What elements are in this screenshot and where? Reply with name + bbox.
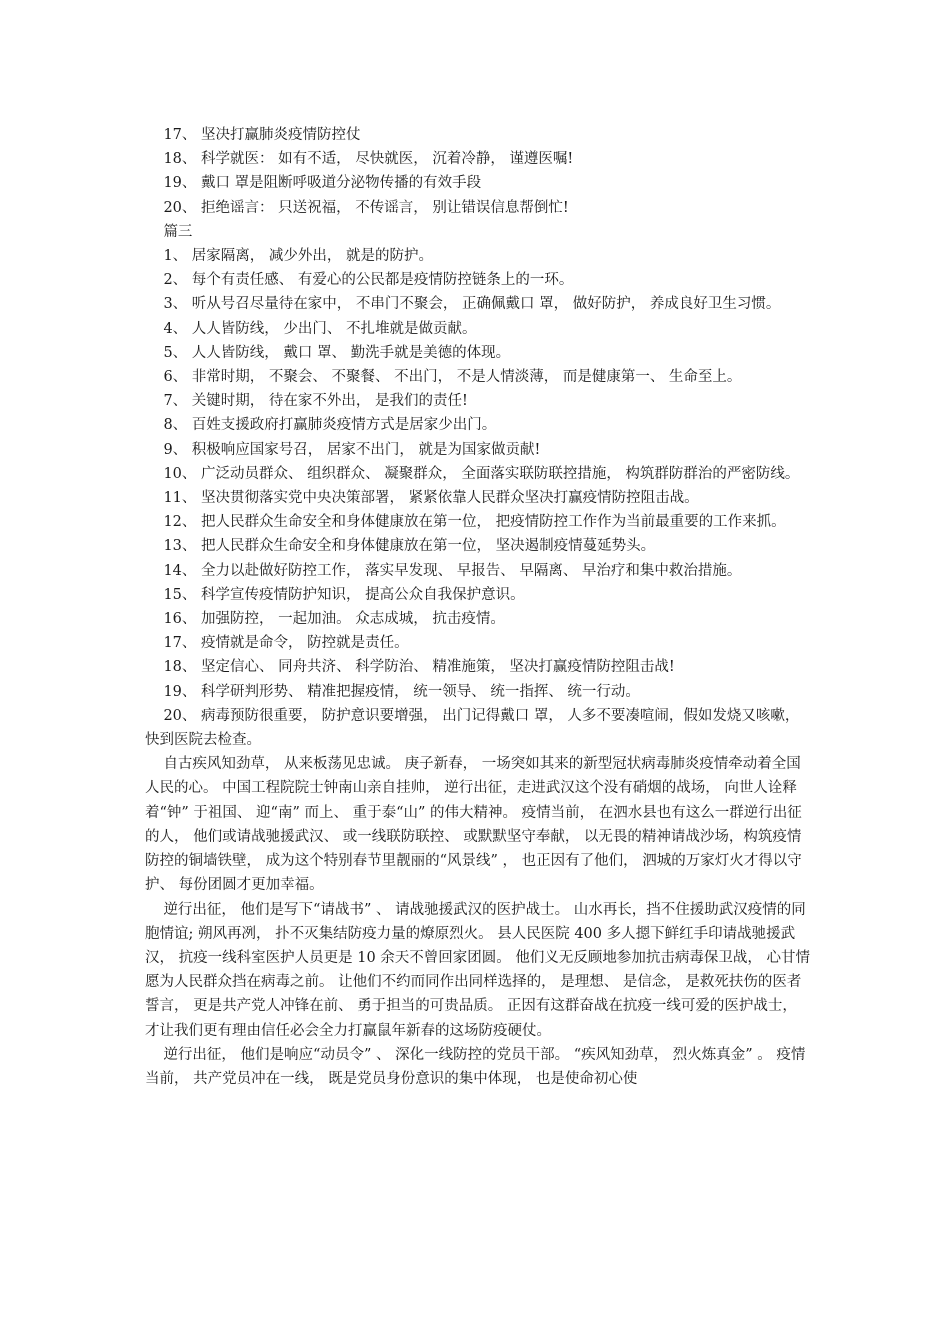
paragraph: 逆行出征， 他们是响应“动员令” 、 深化一线防控的党员干部。 “疾风知劲草， 烈火炼真金” 。 疫情当前， 共产党员冲在一线， 既是党员身份意识的集中体现， 也是使命初心使	[145, 1046, 806, 1087]
paragraph: 自古疾风知劲草， 从来板荡见忠诚。 庚子新春， 一场突如其来的新型冠状病毒肺炎疫情牵动着全国人民的心。 中国工程院院士钟南山亲自挂帅， 逆行出征，走进武汉这个没有硝烟的战场， 向世人诠释着“钟” 于祖国、 迎“南” 而上、 重于泰“山” 的伟大精神。 疫情当前， 在泗水县也有这么一群逆行出征的人， 他们或请战驰援武汉、 或一线联防联控、 或默默坚守奉献， 以无畏的精神请战沙场，构筑疫情防控的铜墙铁壁， 成为这个特别春节里靓丽的“风景线” ， 也正因有了他们， 泗城的万家灯火才得以守护、 每份团圆才更加幸福。	[145, 756, 802, 894]
list-item: 16、 加强防控， 一起加油。 众志成城， 抗击疫情。	[163, 611, 505, 628]
list-item: 8、 百姓支援政府打赢肺炎疫情方式是居家少出门。	[163, 417, 497, 434]
list-item: 18、 坚定信心、 同舟共济、 科学防治、 精准施策， 坚决打赢疫情防控阻击战!	[163, 659, 675, 676]
list-item: 19、 戴口 罩是阻断呼吸道分泌物传播的有效手段	[163, 175, 482, 192]
list-item: 2、 每个有责任感、 有爱心的公民都是疫情防控链条上的一环。	[163, 272, 574, 289]
list-item: 3、 听从号召尽量待在家中， 不串门不聚会， 正确佩戴口 罩， 做好防护， 养成良好卫生习惯。	[163, 296, 781, 313]
list-item: 10、 广泛动员群众、 组织群众、 凝聚群众， 全面落实联防联控措施， 构筑群防群治的严密防线。	[163, 465, 800, 482]
list-item: 6、 非常时期， 不聚会、 不聚餐、 不出门， 不是人情淡薄， 而是健康第一、 生命至上。	[163, 369, 742, 386]
list-item: 1、 居家隔离， 减少外出， 就是的防护。	[163, 248, 433, 265]
list-item: 5、 人人皆防线， 戴口 罩、 勤洗手就是美德的体现。	[163, 344, 511, 361]
list-item: 7、 关键时期， 待在家不外出， 是我们的责任!	[163, 393, 468, 410]
list-item: 14、 全力以赴做好防控工作， 落实早发现、 早报告、 早隔离、 早治疗和集中救治措施。	[163, 562, 742, 579]
list-item: 20、 病毒预防很重要， 防护意识要增强， 出门记得戴口 罩， 人多不要凑喧闹，假如发烧又咳嗽， 快到医院去检查。	[145, 707, 800, 749]
list-item: 19、 科学研判形势、 精准把握疫情， 统一领导、 统一指挥、 统一行动。	[163, 683, 640, 700]
paragraph: 逆行出征， 他们是写下“请战书” 、 请战驰援武汉的医护战士。 山水再长，挡不住援助武汉疫情的同胞情谊; 朔风再冽， 扑不灭集结防疫力量的燎原烈火。 县人民医院 400 多人摁下鲜红手印请战驰援武汉， 抗疫一线科室医护人员更是 10 余天不曾回家团圆。 他们义无反顾地参加抗击病毒保卫战， 心甘情愿为人民群众挡在病毒之前。 让他们不约而同作出同样选择的， 是理想、 是信念， 是救死扶伤的医者誓言， 更是共产党人冲锋在前、 勇于担当的可贵品质。 正因有这群奋战在抗疫一线可爱的医护战士， 才让我们更有理由信任必会全力打赢鼠年新春的这场防疫硬仗。	[145, 901, 810, 1039]
section-title: 篇三	[163, 223, 193, 240]
list-item: 4、 人人皆防线， 少出门、 不扎堆就是做贡献。	[163, 320, 477, 337]
list-item: 13、 把人民群众生命安全和身体健康放在第一位， 坚决遏制疫情蔓延势头。	[163, 538, 656, 555]
list-item: 15、 科学宣传疫情防护知识， 提高公众自我保护意识。	[163, 586, 525, 603]
list-item: 9、 积极响应国家号召， 居家不出门， 就是为国家做贡献!	[163, 441, 541, 458]
list-item: 11、 坚决贯彻落实党中央决策部署， 紧紧依靠人民群众坚决打赢疫情防控阻击战。	[163, 490, 699, 507]
list-item: 17、 疫情就是命令， 防控就是责任。	[163, 635, 409, 652]
list-item: 12、 把人民群众生命安全和身体健康放在第一位， 把疫情防控工作作为当前最重要的工作来抓。	[163, 514, 786, 531]
list-item: 18、 科学就医： 如有不适， 尽快就医， 沉着冷静， 谨遵医嘱!	[163, 151, 574, 168]
document-body	[145, 123, 810, 1091]
list-item: 17、 坚决打赢肺炎疫情防控仗	[163, 127, 361, 143]
list-item: 20、 拒绝谣言： 只送祝福， 不传谣言， 别让错误信息帮倒忙!	[163, 199, 569, 216]
